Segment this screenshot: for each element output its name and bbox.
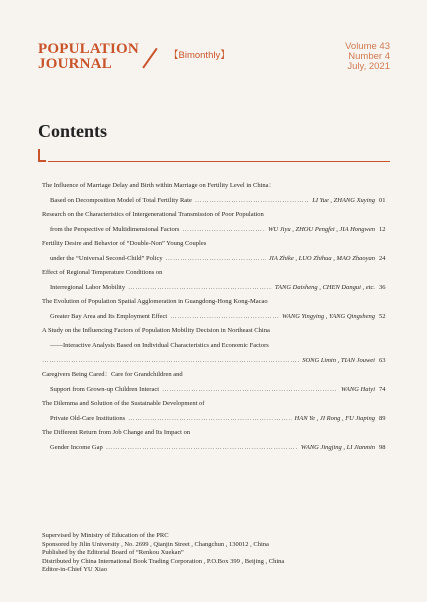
page-number: 36	[379, 284, 386, 291]
rule-corner-foot	[38, 160, 46, 162]
page-number: 74	[379, 386, 386, 393]
page-number: 52	[379, 313, 386, 320]
supervisor-line: Supervised by Ministry of Education of the PRC	[42, 532, 169, 539]
article-title: The Dilemma and Solution of the Sustainable Development of	[42, 400, 205, 407]
article-authors: JIA Zhike , LUO Zhihua , MAO Zhaoyan	[268, 255, 375, 262]
leader-dots	[162, 386, 338, 394]
article-title: The Evolution of Population Spatial Agglomeration in Guangdong-Hong Kong-Macao	[42, 298, 268, 305]
issue-info	[345, 42, 390, 72]
article-title: The Influence of Marriage Delay and Birth within Marriage on Fertility Level in China：	[42, 182, 276, 189]
page-number: 98	[379, 444, 386, 451]
journal-title-line1: POPULATION	[38, 41, 139, 57]
article-authors: LI Yue , ZHANG Xuying	[312, 197, 375, 204]
article-title: The Different Return from Job Change and Its Impact on	[42, 429, 191, 436]
editor-line: Editor-in-Chief YU Xiao	[42, 566, 107, 574]
toc-entry-title[interactable]	[42, 400, 388, 408]
article-title: Research on the Characteristics of Intergenerational Transmission of Poor Population	[42, 211, 264, 218]
leader-dots	[42, 357, 299, 365]
toc-entry-byline[interactable]	[42, 415, 388, 423]
toc-entry-title[interactable]	[42, 298, 388, 306]
toc-entry-byline[interactable]	[42, 284, 388, 292]
article-title-cont: from the Perspective of Multidimensional Factors	[50, 226, 180, 233]
slash-divider	[142, 48, 157, 69]
toc-entry-title[interactable]	[42, 429, 388, 437]
table-of-contents	[42, 182, 388, 458]
page-number: 89	[379, 415, 386, 422]
article-authors: HAN Ye , JI Rong , FU Jiaping	[294, 415, 375, 422]
article-title-cont: Greater Bay Area and Its Employment Effect	[50, 313, 168, 320]
article-title: Fertility Desire and Behavior of “Double-Non” Young Couples	[42, 240, 207, 247]
article-title-cont: Private Old-Care Institutions	[50, 415, 126, 422]
toc-entry-byline[interactable]	[42, 255, 388, 263]
page-number: 24	[379, 255, 386, 262]
masthead-footer	[42, 532, 284, 575]
toc-entry-title[interactable]	[42, 211, 388, 219]
leader-dots	[195, 197, 309, 205]
leader-dots	[170, 313, 279, 321]
journal-title-line2: JOURNAL	[38, 56, 112, 72]
article-authors: SONG Limin , TIAN Jouwei	[302, 357, 375, 364]
toc-entry-byline[interactable]	[42, 226, 388, 234]
toc-entry-title[interactable]	[42, 240, 388, 248]
toc-entry-byline[interactable]	[42, 197, 388, 205]
sponsor-line: Sponsored by Jilin University , No. 2699 , Qianjin Street , Changchun , 130012 , China	[42, 540, 269, 548]
toc-entry-title[interactable]	[42, 269, 388, 277]
article-subtitle: ——Interactive Analysis Based on Individual Characteristics and Economic Factors	[50, 342, 269, 349]
page-number: 63	[379, 357, 386, 364]
contents-rule	[48, 161, 390, 162]
toc-entry-title[interactable]	[42, 182, 388, 190]
article-authors: WANG Haiyi	[340, 386, 375, 393]
leader-dots	[166, 255, 266, 263]
distributor-line: Distributed by China International Book Trading Corporation , P.O.Box 399 , Beijing , China	[42, 557, 285, 565]
article-authors: WU Jiyu , ZHOU Pengfei , JIA Hongwen	[268, 226, 375, 233]
toc-entry-title[interactable]	[42, 327, 388, 335]
article-authors: WANG Yingying , YANG Qingsheng	[281, 313, 375, 320]
article-title-cont: Support from Grown-up Children Interact	[50, 386, 160, 393]
page-number: 01	[379, 197, 386, 204]
number-label: Number 4	[348, 51, 390, 62]
page-number: 12	[379, 226, 386, 233]
toc-entry-title[interactable]	[42, 371, 388, 379]
toc-entry-byline[interactable]	[42, 444, 388, 452]
toc-entry-byline[interactable]	[42, 357, 388, 365]
date-label: July, 2021	[347, 61, 390, 72]
volume-label: Volume 43	[345, 41, 390, 52]
toc-entry-byline[interactable]	[42, 386, 388, 394]
publisher-line: Published by the Editorial Board of “Renkou Xuekan”	[42, 549, 184, 557]
journal-title	[38, 42, 139, 72]
leader-dots	[128, 415, 291, 423]
article-title: Caregivers Being Cared：Care for Grandchildren and	[42, 371, 183, 378]
article-authors: TANG Daisheng , CHEN Dangui , etc.	[274, 284, 375, 291]
leader-dots	[106, 444, 298, 452]
frequency-label: 【Bimonthly】	[169, 50, 230, 61]
leader-dots	[128, 284, 272, 292]
toc-entry-subtitle[interactable]	[42, 342, 388, 350]
article-title-cont: Interregional Labor Mobility	[50, 284, 126, 291]
article-authors: WANG Jingjing , LI Jianmin	[300, 444, 375, 451]
contents-heading: Contents	[38, 121, 108, 141]
article-title: Effect of Regional Temperature Conditions on	[42, 269, 163, 276]
toc-entry-byline[interactable]	[42, 313, 388, 321]
article-title-cont: Gender Income Gap	[50, 444, 103, 451]
journal-header	[38, 42, 398, 82]
article-title-cont: Based on Decomposition Model of Total Fertility Rate	[50, 197, 192, 204]
article-title: A Study on the Influencing Factors of Population Mobility Decision in Northeast China	[42, 327, 270, 334]
leader-dots	[182, 226, 265, 234]
article-title-cont: under the “Universal Second-Child” Policy	[50, 255, 163, 262]
